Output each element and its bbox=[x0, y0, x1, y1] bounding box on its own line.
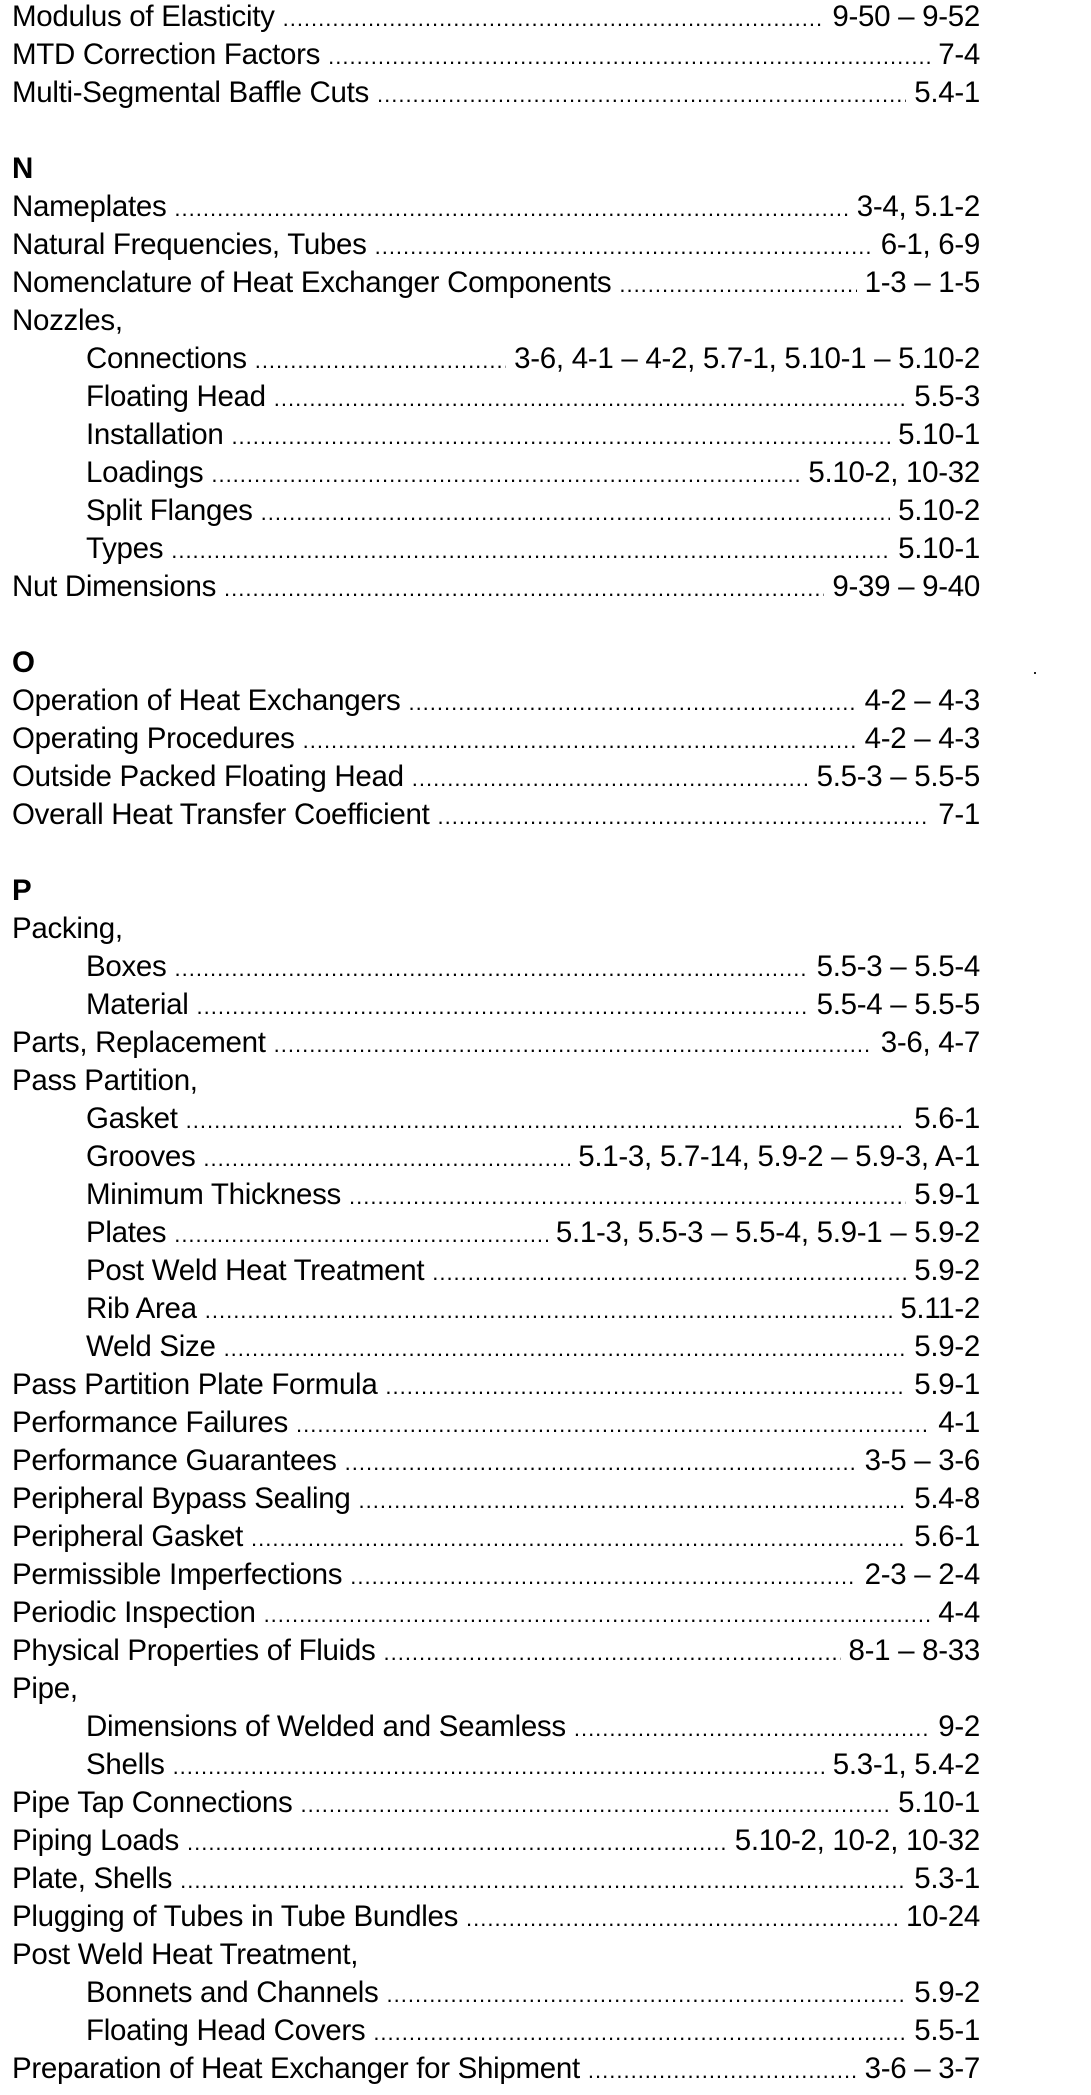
entry-pages: 5.9-1 bbox=[914, 1368, 980, 1401]
dot-leader bbox=[197, 988, 809, 1026]
entry-term: Parts, Replacement bbox=[12, 1026, 266, 1059]
dot-leader bbox=[274, 1026, 873, 1064]
index-entry bbox=[12, 1822, 980, 1860]
subentry-term: Floating Head Covers bbox=[86, 2014, 366, 2047]
entry-term: Performance Guarantees bbox=[12, 1444, 337, 1477]
index-subentry bbox=[12, 1214, 980, 1252]
dot-leader bbox=[296, 1406, 930, 1444]
entry-term: Nameplates bbox=[12, 190, 167, 223]
entry-term: Nomenclature of Heat Exchanger Components bbox=[12, 266, 612, 299]
dot-leader bbox=[619, 266, 856, 304]
subentry-term: Loadings bbox=[86, 456, 204, 489]
entry-pages: 5.3-1 bbox=[914, 1862, 980, 1895]
entry-term: Pass Partition, bbox=[12, 1064, 198, 1097]
entry-pages: 5.6-1 bbox=[914, 1520, 980, 1553]
dot-leader bbox=[408, 684, 856, 722]
subentry-term: Post Weld Heat Treatment bbox=[86, 1254, 425, 1287]
dot-leader bbox=[328, 38, 930, 76]
entry-pages: 9-50 – 9-52 bbox=[832, 0, 980, 33]
scan-speck bbox=[1034, 672, 1036, 674]
index-entry bbox=[12, 568, 980, 606]
subentry-term: Grooves bbox=[86, 1140, 196, 1173]
dot-leader bbox=[205, 1292, 893, 1330]
entry-term: Post Weld Heat Treatment, bbox=[12, 1938, 359, 1971]
subentry-pages: 9-2 bbox=[938, 1710, 980, 1743]
index-subentry bbox=[12, 1100, 980, 1138]
subentry-term: Shells bbox=[86, 1748, 165, 1781]
dot-leader bbox=[261, 494, 891, 532]
index-entry-parent bbox=[12, 910, 980, 948]
section-spacer bbox=[12, 112, 980, 150]
dot-leader bbox=[175, 950, 809, 988]
dot-leader bbox=[283, 0, 825, 38]
dot-leader bbox=[174, 1216, 548, 1254]
dot-leader bbox=[171, 532, 890, 570]
index-subentry bbox=[12, 378, 980, 416]
subentry-term: Installation bbox=[86, 418, 224, 451]
dot-leader bbox=[173, 1748, 825, 1786]
dot-leader bbox=[251, 1520, 906, 1558]
entry-term: Pipe, bbox=[12, 1672, 78, 1705]
index-subentry bbox=[12, 948, 980, 986]
entry-term: Plugging of Tubes in Tube Bundles bbox=[12, 1900, 459, 1933]
subentry-term: Split Flanges bbox=[86, 494, 253, 527]
index-entry-parent bbox=[12, 1670, 980, 1708]
index-subentry bbox=[12, 1746, 980, 1784]
entry-term: Operation of Heat Exchangers bbox=[12, 684, 401, 717]
index-entry bbox=[12, 0, 980, 36]
entry-term: MTD Correction Factors bbox=[12, 38, 321, 71]
subentry-term: Plates bbox=[86, 1216, 167, 1249]
subentry-pages: 5.11-2 bbox=[900, 1292, 980, 1325]
dot-leader bbox=[438, 798, 931, 836]
index-entry-parent bbox=[12, 1062, 980, 1100]
subentry-pages: 5.5-3 – 5.5-4 bbox=[816, 950, 980, 983]
index-entry bbox=[12, 1556, 980, 1594]
subentry-pages: 5.1-3, 5.5-3 – 5.5-4, 5.9-1 – 5.9-2 bbox=[555, 1216, 980, 1249]
dot-leader bbox=[385, 1368, 906, 1406]
index-entry bbox=[12, 226, 980, 264]
index-entry bbox=[12, 1518, 980, 1556]
subentry-pages: 5.10-1 bbox=[898, 532, 980, 565]
index-entry bbox=[12, 1442, 980, 1480]
dot-leader bbox=[174, 190, 848, 228]
dot-leader bbox=[274, 380, 906, 418]
section-letter-heading: O bbox=[12, 646, 35, 679]
entry-pages: 5.10-2, 10-2, 10-32 bbox=[734, 1824, 980, 1857]
dot-leader bbox=[264, 1596, 931, 1634]
subentry-term: Boxes bbox=[86, 950, 167, 983]
subentry-term: Gasket bbox=[86, 1102, 178, 1135]
index-entry bbox=[12, 1404, 980, 1442]
dot-leader bbox=[574, 1710, 930, 1748]
entry-pages: 2-3 – 2-4 bbox=[864, 1558, 980, 1591]
dot-leader bbox=[255, 342, 506, 380]
section-spacer bbox=[12, 834, 980, 872]
entry-term: Packing, bbox=[12, 912, 123, 945]
subentry-term: Bonnets and Channels bbox=[86, 1976, 379, 2009]
subentry-pages: 5.5-3 bbox=[914, 380, 980, 413]
entry-pages: 10-24 bbox=[906, 1900, 980, 1933]
index-subentry bbox=[12, 1176, 980, 1214]
dot-leader bbox=[466, 1900, 898, 1938]
index-entry bbox=[12, 796, 980, 834]
subentry-pages: 5.1-3, 5.7-14, 5.9-2 – 5.9-3, A-1 bbox=[578, 1140, 980, 1173]
index-entry-parent bbox=[12, 1936, 980, 1974]
entry-term: Nut Dimensions bbox=[12, 570, 217, 603]
entry-term: Physical Properties of Fluids bbox=[12, 1634, 376, 1667]
entry-term: Preparation of Heat Exchanger for Shipment bbox=[12, 2052, 580, 2085]
entry-pages: 4-1 bbox=[938, 1406, 980, 1439]
entry-pages: 5.10-1 bbox=[898, 1786, 980, 1819]
index-entry-parent bbox=[12, 302, 980, 340]
dot-leader bbox=[224, 1330, 907, 1368]
entry-pages: 7-1 bbox=[938, 798, 980, 831]
entry-pages: 4-2 – 4-3 bbox=[864, 722, 980, 755]
dot-leader bbox=[186, 1102, 907, 1140]
subentry-term: Weld Size bbox=[86, 1330, 216, 1363]
subentry-pages: 5.10-2, 10-32 bbox=[808, 456, 980, 489]
subentry-pages: 5.5-4 – 5.5-5 bbox=[816, 988, 980, 1021]
subentry-term: Floating Head bbox=[86, 380, 266, 413]
subentry-term: Connections bbox=[86, 342, 247, 375]
index-subentry bbox=[12, 1974, 980, 2012]
dot-leader bbox=[187, 1824, 727, 1862]
entry-pages: 1-3 – 1-5 bbox=[864, 266, 980, 299]
dot-leader bbox=[383, 1634, 840, 1672]
entry-pages: 4-2 – 4-3 bbox=[864, 684, 980, 717]
subentry-pages: 3-6, 4-1 – 4-2, 5.7-1, 5.10-1 – 5.10-2 bbox=[514, 342, 980, 375]
entry-term: Performance Failures bbox=[12, 1406, 288, 1439]
index-subentry bbox=[12, 492, 980, 530]
section-spacer bbox=[12, 606, 980, 644]
subentry-term: Material bbox=[86, 988, 189, 1021]
index-subentry bbox=[12, 340, 980, 378]
dot-leader bbox=[231, 418, 890, 456]
index-subentry bbox=[12, 1138, 980, 1176]
index-subentry bbox=[12, 1708, 980, 1746]
index-entry bbox=[12, 188, 980, 226]
entry-term: Piping Loads bbox=[12, 1824, 179, 1857]
entry-pages: 3-4, 5.1-2 bbox=[856, 190, 980, 223]
entry-pages: 6-1, 6-9 bbox=[880, 228, 980, 261]
subentry-pages: 5.9-2 bbox=[914, 1976, 980, 2009]
dot-leader bbox=[432, 1254, 906, 1292]
entry-term: Plate, Shells bbox=[12, 1862, 173, 1895]
index-entry bbox=[12, 682, 980, 720]
entry-term: Outside Packed Floating Head bbox=[12, 760, 404, 793]
entry-pages: 5.4-1 bbox=[914, 76, 980, 109]
subentry-pages: 5.5-1 bbox=[914, 2014, 980, 2047]
entry-term: Natural Frequencies, Tubes bbox=[12, 228, 367, 261]
entry-pages: 9-39 – 9-40 bbox=[832, 570, 980, 603]
index-entry bbox=[12, 1594, 980, 1632]
subentry-term: Types bbox=[86, 532, 164, 565]
index-entry bbox=[12, 1480, 980, 1518]
index-entry bbox=[12, 1860, 980, 1898]
dot-leader bbox=[349, 1178, 906, 1216]
index-subentry bbox=[12, 454, 980, 492]
dot-leader bbox=[359, 1482, 907, 1520]
entry-pages: 7-4 bbox=[938, 38, 980, 71]
index-subentry bbox=[12, 1328, 980, 1366]
subentry-pages: 5.3-1, 5.4-2 bbox=[832, 1748, 980, 1781]
index-entry bbox=[12, 720, 980, 758]
index-entry bbox=[12, 1898, 980, 1936]
index-entry bbox=[12, 264, 980, 302]
entry-term: Multi-Segmental Baffle Cuts bbox=[12, 76, 369, 109]
entry-pages: 4-4 bbox=[938, 1596, 980, 1629]
index-subentry bbox=[12, 530, 980, 568]
dot-leader bbox=[303, 722, 857, 760]
index-subentry bbox=[12, 2012, 980, 2050]
entry-term: Operating Procedures bbox=[12, 722, 295, 755]
subentry-term: Minimum Thickness bbox=[86, 1178, 341, 1211]
subentry-term: Rib Area bbox=[86, 1292, 197, 1325]
subentry-pages: 5.9-1 bbox=[914, 1178, 980, 1211]
subentry-pages: 5.6-1 bbox=[914, 1102, 980, 1135]
subentry-pages: 5.9-2 bbox=[914, 1254, 980, 1287]
dot-leader bbox=[350, 1558, 856, 1596]
entry-term: Peripheral Gasket bbox=[12, 1520, 244, 1553]
dot-leader bbox=[345, 1444, 857, 1482]
entry-term: Pass Partition Plate Formula bbox=[12, 1368, 378, 1401]
dot-leader bbox=[377, 76, 906, 114]
entry-term: Modulus of Elasticity bbox=[12, 0, 275, 33]
index-entry bbox=[12, 1024, 980, 1062]
index-subentry bbox=[12, 986, 980, 1024]
subentry-pages: 5.9-2 bbox=[914, 1330, 980, 1363]
index-entry bbox=[12, 1784, 980, 1822]
section-letter-heading: N bbox=[12, 152, 34, 185]
index-page bbox=[12, 0, 980, 2088]
dot-leader bbox=[180, 1862, 906, 1900]
dot-leader bbox=[588, 2052, 857, 2090]
dot-leader bbox=[203, 1140, 570, 1178]
index-entry bbox=[12, 1632, 980, 1670]
entry-term: Nozzles, bbox=[12, 304, 123, 337]
entry-pages: 3-5 – 3-6 bbox=[864, 1444, 980, 1477]
entry-term: Peripheral Bypass Sealing bbox=[12, 1482, 351, 1515]
entry-term: Permissible Imperfections bbox=[12, 1558, 343, 1591]
index-subentry bbox=[12, 1252, 980, 1290]
entry-term: Pipe Tap Connections bbox=[12, 1786, 293, 1819]
dot-leader bbox=[224, 570, 824, 608]
index-entry bbox=[12, 758, 980, 796]
dot-leader bbox=[211, 456, 800, 494]
dot-leader bbox=[300, 1786, 890, 1824]
dot-leader bbox=[373, 2014, 906, 2052]
subentry-pages: 5.10-1 bbox=[898, 418, 980, 451]
dot-leader bbox=[412, 760, 809, 798]
entry-pages: 8-1 – 8-33 bbox=[848, 1634, 980, 1667]
entry-term: Overall Heat Transfer Coefficient bbox=[12, 798, 430, 831]
entry-pages: 3-6, 4-7 bbox=[880, 1026, 980, 1059]
index-entry bbox=[12, 74, 980, 112]
section-letter-heading: P bbox=[12, 874, 32, 907]
index-entry bbox=[12, 2050, 980, 2088]
dot-leader bbox=[387, 1976, 907, 2014]
entry-term: Periodic Inspection bbox=[12, 1596, 256, 1629]
subentry-pages: 5.10-2 bbox=[898, 494, 980, 527]
index-subentry bbox=[12, 1290, 980, 1328]
index-entry bbox=[12, 1366, 980, 1404]
entry-pages: 5.4-8 bbox=[914, 1482, 980, 1515]
dot-leader bbox=[375, 228, 873, 266]
index-entry bbox=[12, 36, 980, 74]
subentry-term: Dimensions of Welded and Seamless bbox=[86, 1710, 566, 1743]
entry-pages: 5.5-3 – 5.5-5 bbox=[816, 760, 980, 793]
entry-pages: 3-6 – 3-7 bbox=[864, 2052, 980, 2085]
index-subentry bbox=[12, 416, 980, 454]
